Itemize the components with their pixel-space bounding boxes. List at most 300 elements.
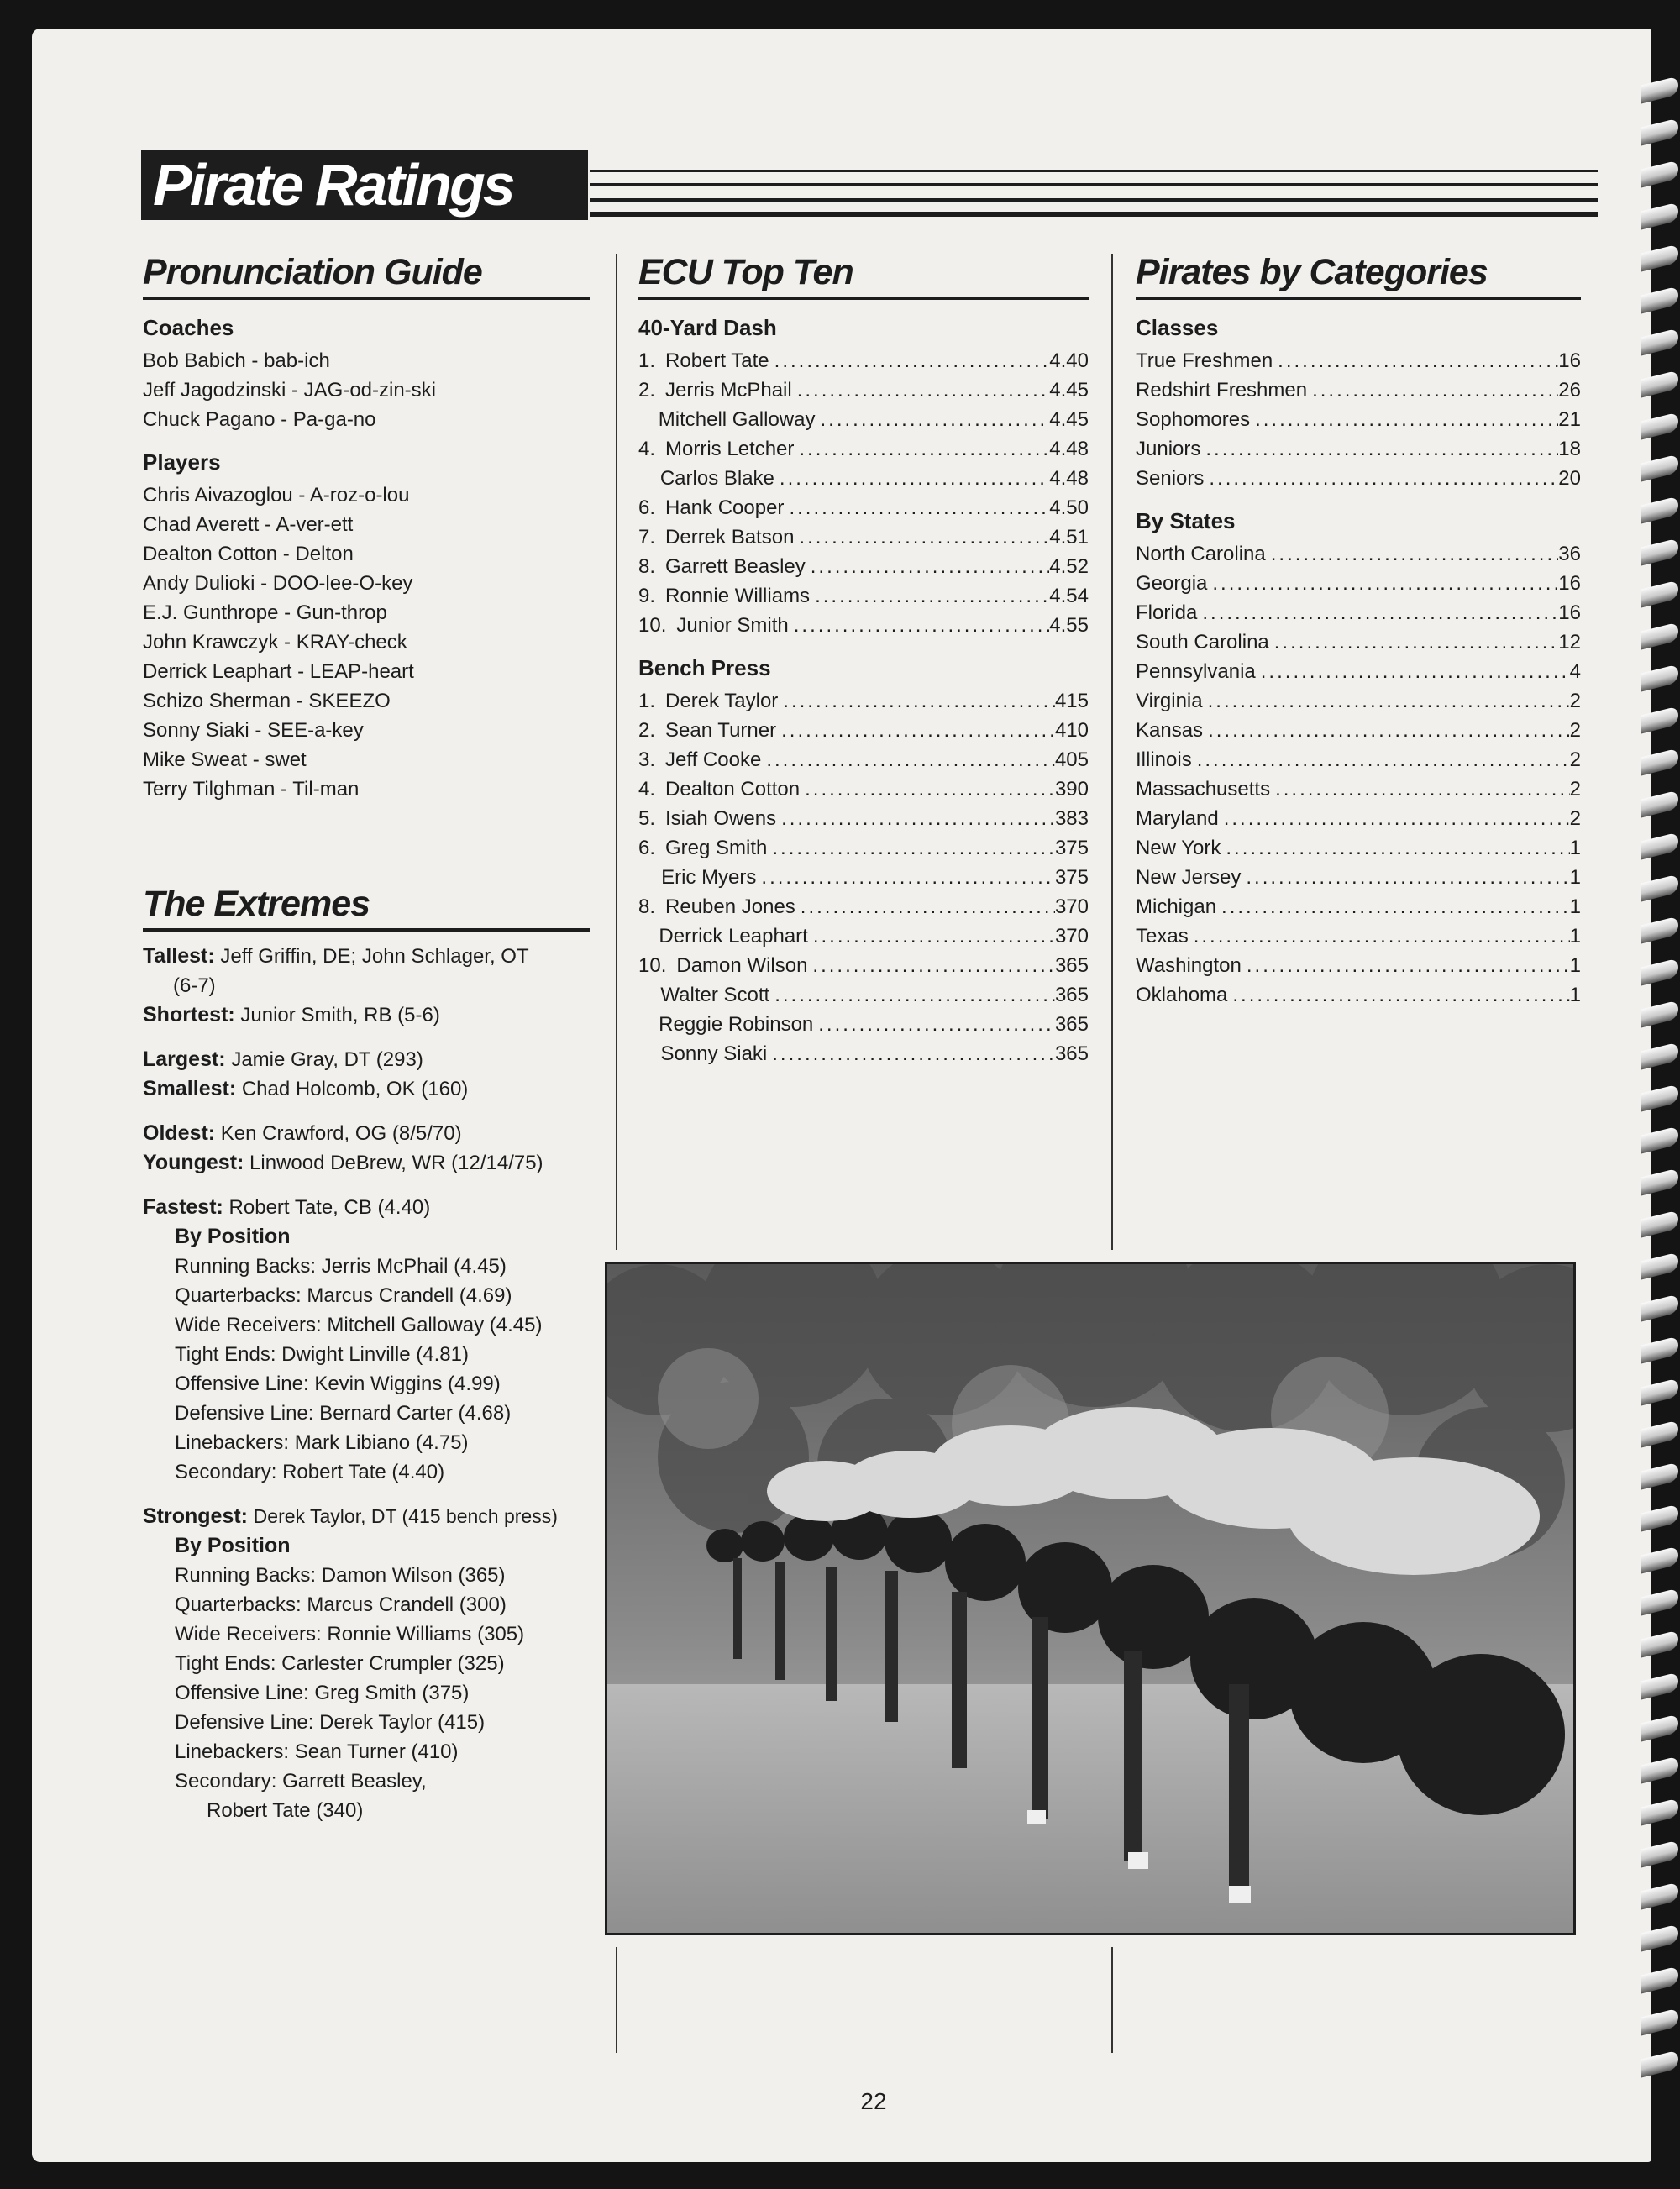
dash-row [638,434,1089,464]
player-pronunciation: Sonny Siaki - SEE-a-key [143,719,364,742]
youngest-line [143,1148,590,1178]
state-row [1136,657,1581,686]
player-pronunciation: Schizo Sherman - SKEEZO [143,690,391,712]
coaches-heading: Coaches [143,315,234,340]
page-title: Pirate Ratings [153,152,513,218]
dot-leader [1232,980,1569,1010]
strongest-by-position-list [143,1561,590,1796]
dot-leader [1208,686,1570,716]
binding-coil [1641,160,1678,188]
dash-row [638,464,1089,493]
binding-coil [1641,790,1678,818]
row-value: 26 [1558,379,1581,402]
row-value: 2 [1569,690,1581,712]
row-value: 4.51 [1049,526,1089,549]
row-value: 415 [1054,690,1089,712]
state-row [1136,569,1581,598]
row-name: Derek Taylor [665,690,779,712]
dot-leader [1255,405,1558,434]
rank: 8. [638,895,656,918]
rank: 10. [638,954,667,977]
shortest-label: Shortest: [143,1003,235,1026]
class-row [1136,434,1581,464]
binding-coil [1641,328,1678,356]
rank: 3. [638,748,656,771]
largest-label: Largest: [143,1047,226,1071]
state-row [1136,598,1581,627]
row-value: 4.45 [1049,379,1089,402]
row-name: Michigan [1136,895,1217,918]
tallest-label: Tallest: [143,944,215,968]
column-divider [616,1947,617,2053]
row-value: 370 [1054,895,1089,918]
class-row [1136,346,1581,375]
state-row [1136,539,1581,569]
top-ten-title: ECU Top Ten [638,252,1089,300]
row-name: Juniors [1136,438,1201,460]
state-row [1136,627,1581,657]
binding-coil [1641,1798,1678,1826]
dot-leader [1312,375,1558,405]
shortest-value: Junior Smith, RB (5-6) [240,1004,440,1026]
dot-leader [812,951,1055,980]
binding-coil [1641,370,1678,398]
strongest-position-entry: Linebackers: Sean Turner (410) [175,1740,459,1763]
dash-row [638,522,1089,552]
state-row [1136,892,1581,921]
fastest-position-entry: Tight Ends: Dwight Linville (4.81) [175,1343,469,1366]
row-value: 16 [1558,601,1581,624]
dot-leader [772,833,1055,863]
row-value: 365 [1054,1042,1089,1065]
dot-leader [1275,774,1570,804]
player-pronunciation: John Krawczyk - KRAY-check [143,631,407,654]
row-value: 365 [1054,984,1089,1006]
fastest-position-entry: Offensive Line: Kevin Wiggins (4.99) [175,1373,501,1395]
strongest-by-position-heading: By Position [175,1534,291,1557]
row-name: North Carolina [1136,543,1266,565]
row-name: Sean Turner [665,719,777,742]
strongest-position-entry: Wide Receivers: Ronnie Williams (305) [175,1623,525,1646]
row-name: New York [1136,837,1221,859]
state-row [1136,774,1581,804]
row-value: 405 [1054,748,1089,771]
row-name: Garrett Beasley [665,555,806,578]
largest-line [143,1045,590,1074]
state-row [1136,863,1581,892]
dot-leader [1194,921,1570,951]
states-heading: By States [1136,508,1236,533]
binding-coil [1641,1000,1678,1028]
binding-coil [1641,1840,1678,1868]
rank [638,1039,661,1068]
tallest-value: Jeff Griffin, DE; John Schlager, OT [220,945,529,968]
row-name: Carlos Blake [659,467,774,490]
strongest-label: Strongest: [143,1504,248,1528]
row-name: True Freshmen [1136,349,1273,372]
dot-leader [820,405,1049,434]
rank [638,921,659,951]
row-name: Reuben Jones [665,895,795,918]
row-value: 365 [1054,1013,1089,1036]
binding-coil [1641,622,1678,650]
smallest-value: Chad Holcomb, OK (160) [241,1078,469,1100]
dot-leader [774,980,1055,1010]
row-value: 4.52 [1049,555,1089,578]
row-value: 18 [1558,438,1581,460]
bench-row [638,833,1089,863]
row-value: 1 [1569,866,1581,889]
team-stretching-photo [605,1262,1576,1935]
binding-coil [1641,1714,1678,1742]
row-value: 365 [1054,954,1089,977]
binding-coil [1641,202,1678,230]
row-name: Florida [1136,601,1198,624]
dot-leader [813,921,1055,951]
dash-row [638,552,1089,581]
bench-row [638,921,1089,951]
row-name: Isiah Owens [665,807,777,830]
players-list [143,480,590,804]
row-name: New Jersey [1136,866,1242,889]
the-extremes [143,884,590,1825]
rank: 2. [638,379,656,402]
rank: 1. [638,349,656,372]
state-row [1136,745,1581,774]
player-pronunciation: E.J. Gunthrope - Gun-throp [143,601,387,624]
row-value: 4.55 [1049,614,1089,637]
fastest-label: Fastest: [143,1195,223,1219]
row-name: Oklahoma [1136,984,1228,1006]
dot-leader [781,804,1055,833]
bench-row [638,980,1089,1010]
row-name: Reggie Robinson [659,1013,814,1036]
binding-coil [1641,1882,1678,1910]
dot-leader [1226,833,1569,863]
tallest-value-cont: (6-7) [173,974,216,997]
spiral-binding [1641,81,1680,2113]
row-name: Georgia [1136,572,1208,595]
row-name: Dealton Cotton [665,778,801,801]
binding-coil [1641,916,1678,944]
fastest-position-entry: Wide Receivers: Mitchell Galloway (4.45) [175,1314,543,1336]
row-name: Morris Letcher [665,438,795,460]
fastest-by-position-list [143,1252,590,1487]
dot-leader [774,346,1050,375]
binding-coil [1641,76,1678,104]
binding-coil [1641,1336,1678,1364]
rank: 5. [638,807,656,830]
dot-leader [1271,539,1559,569]
dot-leader [1209,464,1558,493]
row-name: Redshirt Freshmen [1136,379,1308,402]
player-pronunciation: Andy Dulioki - DOO-lee-O-key [143,572,413,595]
bench-row [638,716,1089,745]
dash-row [638,405,1089,434]
dot-leader [781,716,1055,745]
rank [638,464,660,493]
fastest-position-entry: Defensive Line: Bernard Carter (4.68) [175,1402,512,1425]
binding-coil [1641,1168,1678,1196]
dot-leader [1274,627,1559,657]
tallest-line [143,942,590,971]
strongest-line [143,1502,590,1531]
player-pronunciation: Mike Sweat - swet [143,748,307,771]
page-number: 22 [860,2088,887,2114]
rank: 4. [638,778,656,801]
bench-row [638,774,1089,804]
binding-coil [1641,286,1678,314]
row-value: 2 [1569,778,1581,801]
dot-leader [1278,346,1558,375]
rank: 2. [638,719,656,742]
row-value: 20 [1558,467,1581,490]
dot-leader [761,863,1055,892]
dash-row [638,375,1089,405]
rank: 4. [638,438,656,460]
rank: 9. [638,585,656,607]
dot-leader [799,522,1049,552]
binding-coil [1641,958,1678,986]
row-value: 410 [1054,719,1089,742]
fastest-position-entry: Linebackers: Mark Libiano (4.75) [175,1431,469,1454]
player-pronunciation: Chad Averett - A-ver-ett [143,513,354,536]
dot-leader [1246,863,1569,892]
row-name: Mitchell Galloway [658,408,816,431]
title-rule [590,212,1598,217]
row-value: 375 [1054,866,1089,889]
row-value: 12 [1558,631,1581,654]
dash-row [638,346,1089,375]
dot-leader [766,745,1055,774]
classes-heading: Classes [1136,315,1219,340]
row-value: 1 [1569,837,1581,859]
row-value: 4 [1569,660,1581,683]
binding-coil [1641,1084,1678,1112]
fastest-line [143,1193,590,1222]
row-name: Maryland [1136,807,1219,830]
state-row [1136,686,1581,716]
binding-coil [1641,832,1678,860]
youngest-value: Linwood DeBrew, WR (12/14/75) [249,1152,543,1174]
binding-coil [1641,1378,1678,1406]
dot-leader [805,774,1055,804]
row-name: Derrick Leaphart [659,925,808,948]
strongest-position-entry: Quarterbacks: Marcus Crandell (300) [175,1593,507,1616]
row-value: 4.40 [1049,349,1089,372]
dot-leader [1247,951,1570,980]
dot-leader [1205,434,1558,464]
binding-coil [1641,244,1678,272]
dot-leader [1224,804,1570,833]
fastest-position-entry: Quarterbacks: Marcus Crandell (4.69) [175,1284,512,1307]
dot-leader [783,686,1055,716]
state-row [1136,980,1581,1010]
binding-coil [1641,1210,1678,1238]
binding-coil [1641,2050,1678,2078]
rank: 6. [638,837,656,859]
bench-row [638,1039,1089,1068]
class-row [1136,375,1581,405]
bench-list [638,686,1089,1068]
team-photo-illustration [607,1264,1573,1933]
dot-leader [789,493,1049,522]
row-name: Ronnie Williams [665,585,811,607]
dash-row [638,581,1089,611]
fastest-position-entry: Secondary: Robert Tate (4.40) [175,1461,445,1483]
row-value: 4.45 [1049,408,1089,431]
state-row [1136,716,1581,745]
dash-heading: 40-Yard Dash [638,315,777,340]
dot-leader [1197,745,1570,774]
binding-coil [1641,706,1678,734]
rank: 7. [638,526,656,549]
binding-coil [1641,580,1678,608]
oldest-label: Oldest: [143,1121,216,1145]
row-value: 1 [1569,895,1581,918]
row-value: 1 [1569,954,1581,977]
player-pronunciation: Terry Tilghman - Til-man [143,778,360,801]
categories-title: Pirates by Categories [1136,252,1581,300]
strongest-value: Derek Taylor, DT (415 bench press) [253,1505,558,1527]
title-rule [590,198,1598,202]
row-name: Junior Smith [676,614,789,637]
dot-leader [772,1039,1055,1068]
dash-row [638,493,1089,522]
player-pronunciation: Chris Aivazoglou - A-roz-o-lou [143,484,410,507]
dot-leader [780,464,1049,493]
row-name: Massachusetts [1136,778,1271,801]
row-name: Jerris McPhail [665,379,792,402]
row-name: Damon Wilson [676,954,808,977]
pronunciation-title: Pronunciation Guide [143,252,590,300]
row-name: South Carolina [1136,631,1269,654]
strongest-position-entry: Offensive Line: Greg Smith (375) [175,1682,470,1704]
row-name: Greg Smith [665,837,768,859]
pirates-by-categories [1136,252,1581,1010]
bench-row [638,804,1089,833]
binding-coil [1641,118,1678,146]
bench-row [638,686,1089,716]
binding-coil [1641,1126,1678,1154]
coach-pronunciation: Bob Babich - bab-ich [143,349,330,372]
player-pronunciation: Dealton Cotton - Delton [143,543,354,565]
binding-coil [1641,1672,1678,1700]
row-value: 2 [1569,719,1581,742]
oldest-line [143,1119,590,1148]
row-name: Seniors [1136,467,1205,490]
dot-leader [1208,716,1570,745]
strongest-position-entry: Tight Ends: Carlester Crumpler (325) [175,1652,505,1675]
rank [638,980,660,1010]
row-name: Jeff Cooke [665,748,762,771]
binding-coil [1641,454,1678,482]
row-value: 16 [1558,572,1581,595]
binding-coil [1641,1966,1678,1994]
dot-leader [801,892,1055,921]
dash-list [638,346,1089,640]
players-heading: Players [143,449,221,475]
binding-coil [1641,1756,1678,1784]
row-value: 4.54 [1049,585,1089,607]
states-list [1136,539,1581,1010]
dot-leader [794,611,1050,640]
bench-row [638,863,1089,892]
row-value: 2 [1569,807,1581,830]
binding-coil [1641,748,1678,776]
column-divider [1111,254,1113,1250]
pronunciation-guide [143,252,590,804]
binding-coil [1641,1504,1678,1532]
rank: 8. [638,555,656,578]
section-title-banner [141,150,588,220]
row-value: 4.48 [1049,467,1089,490]
row-name: Pennsylvania [1136,660,1256,683]
row-name: Derrek Batson [665,526,795,549]
row-name: Sonny Siaki [660,1042,768,1065]
binding-coil [1641,412,1678,440]
strongest-position-entry-cont: Robert Tate (340) [207,1799,364,1822]
binding-coil [1641,1588,1678,1616]
row-value: 16 [1558,349,1581,372]
row-value: 370 [1054,925,1089,948]
binding-coil [1641,2008,1678,2036]
binding-coil [1641,1252,1678,1280]
dot-leader [815,581,1049,611]
title-rule [590,183,1598,186]
row-name: Illinois [1136,748,1192,771]
row-value: 21 [1558,408,1581,431]
binding-coil [1641,1630,1678,1658]
youngest-label: Youngest: [143,1151,244,1174]
binding-coil [1641,664,1678,692]
row-value: 1 [1569,925,1581,948]
coach-pronunciation: Jeff Jagodzinski - JAG-od-zin-ski [143,379,437,402]
row-name: Hank Cooper [665,496,785,519]
row-name: Eric Myers [661,866,757,889]
column-divider [616,254,617,1250]
binding-coil [1641,1546,1678,1574]
state-row [1136,951,1581,980]
ecu-top-ten [638,252,1089,1068]
row-value: 36 [1558,543,1581,565]
binding-coil [1641,1462,1678,1490]
row-name: Kansas [1136,719,1204,742]
dot-leader [1221,892,1570,921]
state-row [1136,804,1581,833]
dot-leader [1261,657,1570,686]
row-value: 4.48 [1049,438,1089,460]
fastest-by-position-heading: By Position [175,1225,291,1248]
strongest-position-entry: Defensive Line: Derek Taylor (415) [175,1711,486,1734]
binding-coil [1641,1042,1678,1070]
coach-pronunciation: Chuck Pagano - Pa-ga-no [143,408,376,431]
fastest-position-entry: Running Backs: Jerris McPhail (4.45) [175,1255,507,1278]
dot-leader [1202,598,1558,627]
row-value: 4.50 [1049,496,1089,519]
row-name: Robert Tate [665,349,769,372]
row-name: Walter Scott [660,984,770,1006]
strongest-position-entry: Running Backs: Damon Wilson (365) [175,1564,506,1587]
dot-leader [818,1010,1055,1039]
dot-leader [799,434,1049,464]
title-rule [590,170,1598,172]
strongest-position-entry: Secondary: Garrett Beasley, [175,1770,427,1793]
rank: 1. [638,690,656,712]
binding-coil [1641,874,1678,902]
bench-row [638,892,1089,921]
rank: 10. [638,614,667,637]
